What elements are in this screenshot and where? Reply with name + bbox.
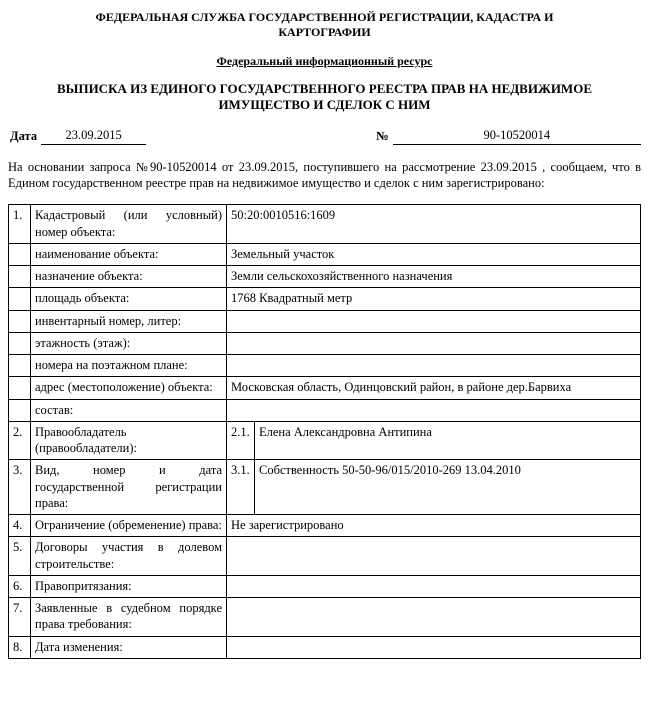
field-label: наименование объекта:	[31, 243, 227, 265]
row-number	[9, 355, 31, 377]
field-value: 50:20:0010516:1609	[227, 205, 641, 244]
table-row	[9, 266, 641, 288]
table-row	[9, 243, 641, 265]
row-number: 8.	[9, 636, 31, 658]
table-row	[9, 205, 641, 244]
document-title: ВЫПИСКА ИЗ ЕДИНОГО ГОСУДАРСТВЕННОГО РЕЕСТРА ПРАВ НА НЕДВИЖИМОЕ ИМУЩЕСТВО И СДЕЛОК С НИМ	[57, 81, 592, 113]
sub-number: 2.1.	[227, 421, 255, 460]
resource-subtitle: Федеральный информационный ресурс	[216, 54, 433, 68]
table-row	[9, 377, 641, 399]
row-number	[9, 377, 31, 399]
field-value	[227, 399, 641, 421]
field-value: Земельный участок	[227, 243, 641, 265]
field-value: 1768 Квадратный метр	[227, 288, 641, 310]
table-row	[9, 421, 641, 460]
agency-title: ФЕДЕРАЛЬНАЯ СЛУЖБА ГОСУДАРСТВЕННОЙ РЕГИСТРАЦИИ, КАДАСТРА И КАРТОГРАФИИ	[95, 10, 554, 39]
field-value	[227, 636, 641, 658]
row-number: 2.	[9, 421, 31, 460]
table-row	[9, 575, 641, 597]
table-row	[9, 288, 641, 310]
field-value	[227, 598, 641, 637]
field-value: Московская область, Одинцовский район, в районе дер.Барвиха	[227, 377, 641, 399]
field-label: Правообладатель (правообладатели):	[31, 421, 227, 460]
field-value	[227, 537, 641, 576]
field-label: адрес (местоположение) объекта:	[31, 377, 227, 399]
field-label: Договоры участия в долевом строительстве:	[31, 537, 227, 576]
field-label: Дата изменения:	[31, 636, 227, 658]
table-row	[9, 537, 641, 576]
field-value	[227, 310, 641, 332]
number-value: 90-10520014	[393, 128, 641, 145]
row-number	[9, 243, 31, 265]
row-number	[9, 288, 31, 310]
table-row	[9, 636, 641, 658]
table-row	[9, 355, 641, 377]
field-label: назначение объекта:	[31, 266, 227, 288]
field-value: Елена Александровна Антипина	[255, 421, 641, 460]
field-label: номера на поэтажном плане:	[31, 355, 227, 377]
field-value: Земли сельскохозяйственного назначения	[227, 266, 641, 288]
field-value	[227, 332, 641, 354]
row-number	[9, 310, 31, 332]
field-label: Правопритязания:	[31, 575, 227, 597]
field-label: Вид, номер и дата государственной регистрации права:	[31, 460, 227, 515]
table-row	[9, 332, 641, 354]
date-value: 23.09.2015	[41, 128, 146, 145]
registry-table	[8, 204, 641, 659]
field-label: состав:	[31, 399, 227, 421]
intro-paragraph: На основании запроса №90-10520014 от 23.09.2015, поступившего на рассмотрение 23.09.2015 , сообщаем, что в Едином государственном реестре прав на недвижимое имущество и сделок с ним зарегистрировано:	[8, 159, 641, 191]
date-label: Дата	[10, 128, 38, 143]
row-number: 1.	[9, 205, 31, 244]
row-number: 4.	[9, 515, 31, 537]
table-row	[9, 310, 641, 332]
field-label: инвентарный номер, литер:	[31, 310, 227, 332]
table-row	[9, 460, 641, 515]
row-number	[9, 332, 31, 354]
field-value	[227, 355, 641, 377]
field-label: Заявленные в судебном порядке права требования:	[31, 598, 227, 637]
row-number: 6.	[9, 575, 31, 597]
row-number	[9, 266, 31, 288]
row-number: 5.	[9, 537, 31, 576]
field-label: этажность (этаж):	[31, 332, 227, 354]
field-value: Не зарегистрировано	[227, 515, 641, 537]
field-label: Кадастровый (или условный) номер объекта:	[31, 205, 227, 244]
table-row	[9, 399, 641, 421]
field-label: площадь объекта:	[31, 288, 227, 310]
row-number: 3.	[9, 460, 31, 515]
number-label: №	[376, 128, 389, 143]
sub-number: 3.1.	[227, 460, 255, 515]
row-number	[9, 399, 31, 421]
row-number: 7.	[9, 598, 31, 637]
date-number-line	[8, 128, 641, 145]
field-value	[227, 575, 641, 597]
field-value: Собственность 50-50-96/015/2010-269 13.04.2010	[255, 460, 641, 515]
table-row	[9, 598, 641, 637]
table-row	[9, 515, 641, 537]
field-label: Ограничение (обременение) права:	[31, 515, 227, 537]
